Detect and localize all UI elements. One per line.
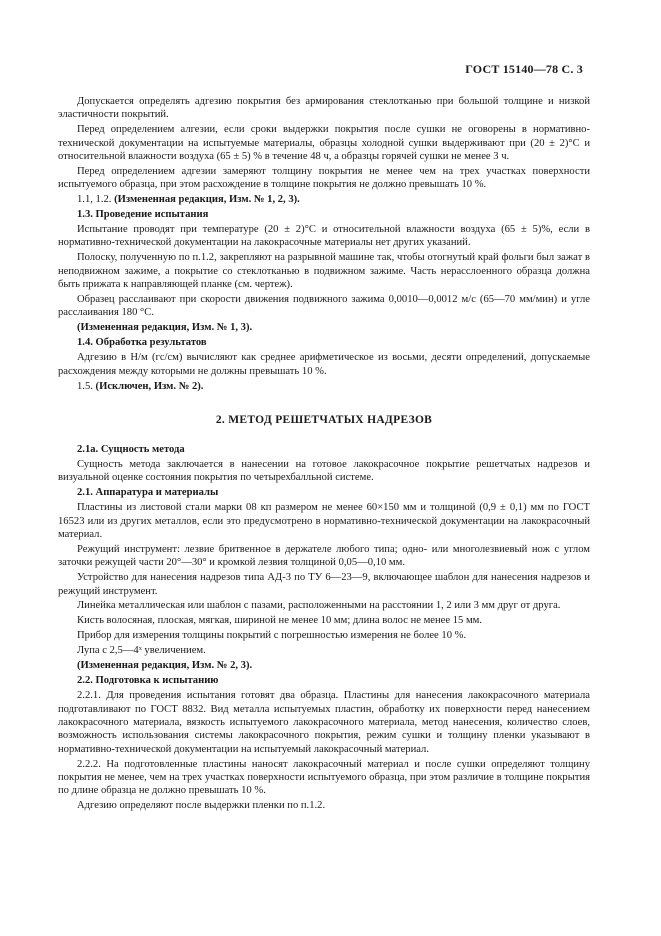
amendment-note: (Измененная редакция, Изм. № 1, 3). <box>77 322 253 334</box>
paragraph: 2.2.2. На подготовленные пластины наносят лакокрасочный материал и после сушки определяют толщину покрытия не менее, чем на трех участках поверхности испытуемого образца, при этом различие в толщине покрытия по длине образца не должно превышать 10 %. <box>58 758 590 797</box>
paragraph: Адгезию определяют после выдержки пленки по п.1.2. <box>77 800 326 812</box>
paragraph: Допускается определять адгезию покрытия без армирования стеклотканью при большой толщине и низкой эластичности покрытий. <box>58 96 590 121</box>
section-heading: 1.4. Обработка результатов <box>77 337 207 349</box>
paragraph: Режущий инструмент: лезвие бритвенное в держателе любого типа; одно- или многолезвиевый нож с углом заточки режущей части 20°—30° и кромкой лезвия толщиной 0,05—0,10 мм. <box>58 543 590 569</box>
paragraph: 2.2.1. Для проведения испытания готовят два образца. Пластины для нанесения лакокрасочного материала подготавливают по ГОСТ 8832. Вид металла испытуемых пластин, обработку их поверхности перед нанесением лакокрасочного материала, вязкость испытуемого лакокрасочного материала, метод нанесения, количество слоев, возможность использования системы лакокрасочного покрытия, режим сушки и толщину пленки указывают в нормативно-технической документации на испытуемый лакокрасочный материал. <box>58 690 590 755</box>
section-heading: 2.2. Подготовка к испытанию <box>77 675 219 687</box>
amendment-note: (Измененная редакция, Изм. № 2, 3). <box>77 660 253 672</box>
paragraph: Образец расслаивают при скорости движения подвижного зажима 0,0010—0,0012 м/с (65—70 мм/мин) и угле расслаивания 180 °С. <box>58 293 590 319</box>
section-heading: 1.3. Проведение испытания <box>77 209 209 221</box>
section-heading: 2.1. Аппаратура и материалы <box>77 487 219 499</box>
clause-ref: 1.1, 1.2. <box>77 194 115 206</box>
paragraph: Испытание проводят при температуре (20 ± 2)°С и относительной влажности воздуха (65 ± 5)%, если в нормативно-технической документации на лакокрасочные материалы нет других указаний. <box>58 224 590 249</box>
chapter-title: 2. МЕТОД РЕШЕТЧАТЫХ НАДРЕЗОВ <box>215 413 433 426</box>
amendment-note <box>58 193 590 206</box>
paragraph: Сущность метода заключается в нанесении на готовое лакокрасочное покрытие решетчатых надрезов и визуальной оценке состояния покрытия по четырехбалльной системе. <box>58 459 590 484</box>
amendment-text: (Измененная редакция, Изм. № 1, 2, 3). <box>114 194 300 206</box>
paragraph: Перед определением адгезии замеряют толщину покрытия не менее чем на трех участках поверхности испытуемого образца, при этом расхождение в толщине покрытия не должно превышать 10 %. <box>58 165 590 191</box>
amendment-text: (Исключен, Изм. № 2). <box>95 380 204 392</box>
paragraph: Перед определением алгезии, если сроки выдержки покрытия после сушки не оговорены в нормативно-технической документации на испытуемые материалы, образцы холодной сушки выдерживают при (20 ± 2)°С и относительной влажности воздуха (65 ± 5) % в течение 48 ч, а образцы горячей сушки не менее 3 ч. <box>58 124 590 162</box>
paragraph: Адгезию в Н/м (гс/см) вычисляют как среднее арифметическое из восьми, десяти определений, допускаемые расхождения между которыми не должны превышать 10 %. <box>58 352 590 377</box>
amendment-note <box>58 380 590 393</box>
paragraph: Лупа с 2,5—4ˣ увеличением. <box>77 645 206 657</box>
paragraph: Пластины из листовой стали марки 08 кп размером не менее 60×150 мм и толщиной (0,9 ± 0,1) мм по ГОСТ 16523 или из других металлов, если это предусмотрено в нормативно-технической документации на лакокрасочный материал. <box>58 502 590 540</box>
paragraph: Полоску, полученную по п.1.2, закрепляют на разрывной машине так, чтобы отогнутый край фольги был зажат в неподвижном зажиме, а покрытие со стеклотканью в подвижном зажиме. Часть нерасслоенного образца должна быть прижата к направляющей планке (см. чертеж). <box>58 252 590 290</box>
paragraph: Прибор для измерения толщины покрытий с погрешностью измерения не более 10 %. <box>77 630 467 642</box>
clause-ref: 1.5. <box>77 380 96 392</box>
section-heading: 2.1а. Сущность метода <box>77 444 185 456</box>
document-body <box>58 95 590 814</box>
paragraph: Кисть волосяная, плоская, мягкая, шириной не менее 10 мм; длина волос не менее 15 мм. <box>77 615 483 627</box>
paragraph: Линейка металлическая или шаблон с пазами, расположенными на расстоянии 1, 2 или 3 мм друг от друга. <box>77 600 561 612</box>
page-header: ГОСТ 15140—78 С. 3 <box>465 62 583 76</box>
paragraph: Устройство для нанесения надрезов типа АД-3 по ТУ 6—23—9, включающее шаблон для нанесения надрезов и режущий инструмент. <box>58 572 590 597</box>
